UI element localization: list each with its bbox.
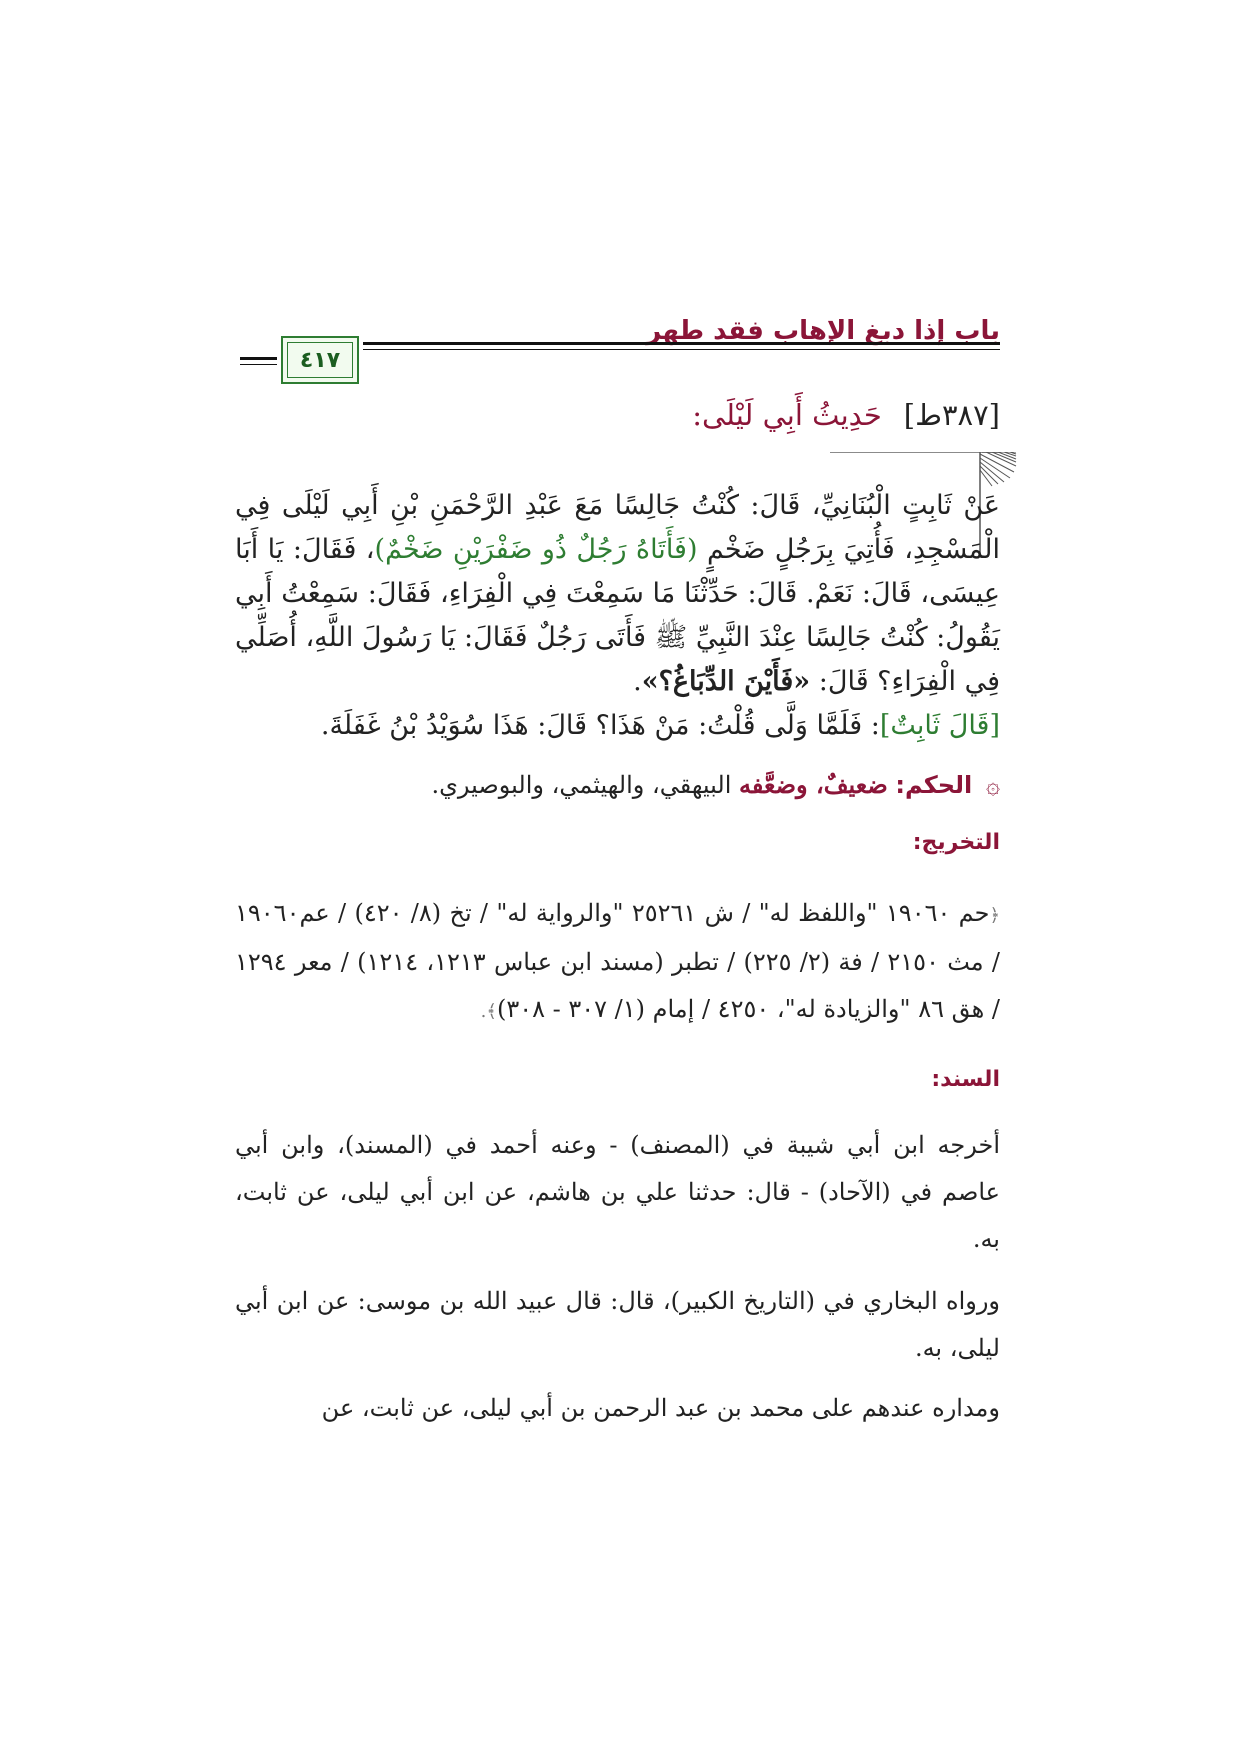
takhrij-text [235, 890, 1000, 1035]
matn-text-4: : فَلَمَّا وَلَّى قُلْتُ: مَنْ هَذَا؟ قَالَ: هَذَا سُوَيْدُ بْنُ غَفَلَةَ. [320, 710, 880, 741]
running-title: باب إذا دبغ الإهاب فقد طهر [646, 316, 1000, 346]
hadith-number: [٣٨٧ط] [903, 398, 1000, 432]
header-rule-left-thin [240, 364, 277, 365]
takhrij-sources: حم ١٩٠٦٠ "واللفظ له" / ش ٢٥٢٦١ "والرواية له" / تخ (٨/ ٤٢٠) / عم١٩٠٦٠ / مث ٢١٥٠ / فة (٢/ ٢٢٥) / تطبر (مسند ابن عباس ١٢١٣، ١٢١٤) / معر ١٢٩٤ / هق ٨٦ "والزيادة له"، ٤٢٥٠ / إمام (١/ ٣٠٧ - ٣٠٨) [235, 899, 1001, 1023]
sanad-paragraph-1: أخرجه ابن أبي شيبة في (المصنف) - وعنه أحمد في (المسند)، وابن أبي عاصم في (الآحاد) - قال: حدثنا علي بن هاشم، عن ابن أبي ليلى، عن ثابت، به. [235, 1131, 1000, 1253]
matn-addition: [قَالَ ثَابِتٌ] [879, 710, 1000, 741]
sanad-paragraph-3: ومداره عندهم على محمد بن عبد الرحمن بن أبي ليلى، عن ثابت، عن [321, 1394, 1000, 1422]
hadith-title: حَدِيثُ أَبِي لَيْلَى: [692, 398, 882, 432]
header-rule-right-thin [363, 349, 1000, 350]
prophet-saying: «فَأَيْنَ الدِّبَاغُ؟» [641, 666, 811, 697]
matn-text-1: عَنْ ثَابِتٍ الْبُنَانِيِّ، قَالَ: كُنْتُ جَالِسًا مَعَ عَبْدِ الرَّحْمَنِ بْنِ أَبِي لَيْلَى فِي الْمَسْجِدِ، فَأُتِيَ بِرَجُلٍ ضَخْمٍ [235, 490, 1001, 565]
flower-icon: ۞ [985, 771, 1000, 799]
hukm-rest: البيهقي، والهيثمي، والبوصيري. [431, 771, 740, 799]
hukm-line [431, 770, 1000, 799]
hadith-heading [692, 398, 1000, 432]
matn-variant-reading: (فَأَتَاهُ رَجُلٌ ذُو ضَفْرَيْنِ ضَخْمٌ) [374, 534, 698, 565]
takhrij-label: التخريج: [912, 830, 1000, 855]
sanad-label: السند: [931, 1067, 1000, 1092]
header-rule-left [240, 357, 277, 360]
page-number: ٤١٧ [299, 347, 341, 373]
hukm-label: الحكم: [895, 771, 973, 799]
heading-underline [830, 452, 1000, 453]
matn-text-3: . [633, 666, 642, 697]
page-number-badge [281, 336, 359, 384]
hadith-matn [235, 484, 1000, 748]
takhrij-close-ornament: ﴾. [480, 1001, 497, 1022]
takhrij-open-ornament: ﴿ [989, 905, 1001, 926]
sanad-paragraph-2: ورواه البخاري في (التاريخ الكبير)، قال: قال عبيد الله بن موسى: عن ابن أبي ليلى، به. [235, 1287, 1000, 1362]
header-rule-right [363, 342, 1000, 345]
matn-text-2: ، فَقَالَ: يَا أَبَا عِيسَى، قَالَ: نَعَمْ. قَالَ: حَدِّثْنَا مَا سَمِعْتَ فِي الْفِرَاءِ، فَقَالَ: سَمِعْتُ أَبِي يَقُولُ: كُنْتُ جَالِسًا عِنْدَ النَّبِيِّ ﷺ فَأَتَى رَجُلٌ فَقَالَ: يَا رَسُولَ اللَّهِ، أُصَلِّي فِي الْفِرَاءِ؟ قَالَ: [235, 534, 1000, 697]
hukm-grade: ضعيفٌ، وضعَّفه [739, 770, 888, 799]
